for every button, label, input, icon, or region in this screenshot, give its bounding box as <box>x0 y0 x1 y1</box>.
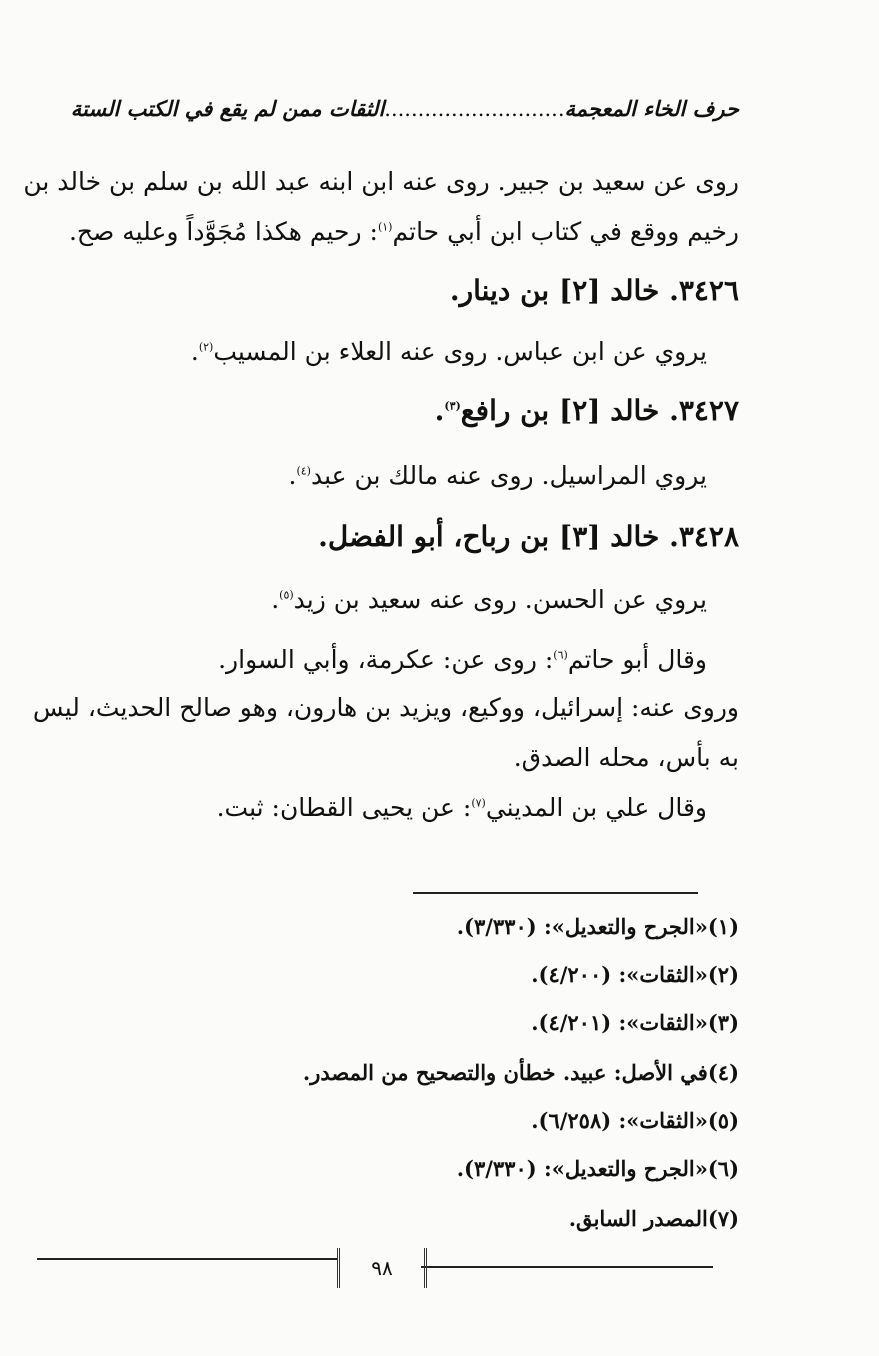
quote-line-4-a: وقال علي بن المديني <box>485 793 707 822</box>
entry-text-3426-a: يروي عن ابن عباس. روى عنه العلاء بن المسيب <box>213 337 707 366</box>
text-line-2-b: : رحيم هكذا مُجَوَّداً وعليه صح. <box>68 217 378 246</box>
footnote-2: (٢)«الثقات»: (٤/٢٠٠). <box>531 962 739 987</box>
text-line-2-a: رخيم ووقع في كتاب ابن أبي حاتم <box>392 217 739 246</box>
footnote-ref-4: (٤) <box>296 464 311 478</box>
entry-heading-3426: ٣٤٢٦. خالد [٢] بن دينار. <box>449 274 739 307</box>
entry-text-3427 <box>288 460 707 491</box>
footnote-4: (٤)في الأصل: عبيد. خطأن والتصحيح من المصدر. <box>302 1060 739 1085</box>
entry-text-3428-b: . <box>271 585 280 614</box>
footnote-5: (٥)«الثقات»: (٦/٢٥٨). <box>531 1108 739 1133</box>
text-line-2 <box>69 216 739 247</box>
quote-line-1 <box>218 644 707 675</box>
footer-rule-left <box>37 1258 337 1260</box>
quote-line-1-a: وقال أبو حاتم <box>567 645 707 674</box>
entry-text-3428 <box>271 584 707 615</box>
text-line-1: روى عن سعيد بن جبير. روى عنه ابن ابنه عبد الله بن سلم بن خالد بن <box>23 167 739 196</box>
footnote-3: (٣)«الثقات»: (٤/٢٠١). <box>531 1010 739 1035</box>
entry-text-3426 <box>191 336 707 367</box>
entry-text-3426-b: . <box>190 337 199 366</box>
entry-text-3427-a: يروي المراسيل. روى عنه مالك بن عبد <box>310 461 707 490</box>
entry-heading-3427-b: . <box>434 394 445 427</box>
footnote-ref-3: (٣) <box>444 399 461 413</box>
footnote-ref-2: (٢) <box>198 340 214 354</box>
footnote-ref-6: (٦) <box>553 648 568 662</box>
footnote-ref-5: (٥) <box>279 588 294 602</box>
entry-heading-3428: ٣٤٢٨. خالد [٣] بن رباح، أبو الفضل. <box>318 520 739 553</box>
entry-heading-3427 <box>435 394 739 427</box>
header-book-title: الثقات ممن لم يقع في الكتب الستة <box>70 96 385 121</box>
quote-line-1-b: : روى عن: عكرمة، وأبي السوار. <box>218 645 554 674</box>
header-section-title: حرف الخاء المعجمة <box>564 96 739 121</box>
header-dots: ........................... <box>384 97 565 121</box>
quote-line-4-b: : عن يحيى القطان: ثبت. <box>216 793 472 822</box>
running-header <box>71 96 739 121</box>
entry-text-3427-b: . <box>288 461 297 490</box>
footer-rule-right <box>421 1266 713 1268</box>
page-number: ٩٨ <box>337 1248 427 1288</box>
entry-text-3428-a: يروي عن الحسن. روى عنه سعيد بن زيد <box>293 585 707 614</box>
footnote-6: (٦)«الجرح والتعديل»: (٣/٣٣٠). <box>456 1156 739 1181</box>
quote-line-3: به بأس، محله الصدق. <box>513 743 739 772</box>
entry-heading-3427-a: ٣٤٢٧. خالد [٢] بن رافع <box>460 394 739 427</box>
quote-line-2: وروى عنه: إسرائيل، ووكيع، ويزيد بن هارون، وهو صالح الحديث، ليس <box>32 693 739 722</box>
footnote-separator <box>413 892 698 894</box>
footnote-7: (٧)المصدر السابق. <box>568 1206 739 1231</box>
footnote-ref-7: (٧) <box>471 796 486 810</box>
footnote-ref-1: (١) <box>377 220 393 234</box>
footnote-1: (١)«الجرح والتعديل»: (٣/٣٣٠). <box>456 914 739 939</box>
quote-line-4 <box>217 792 707 823</box>
